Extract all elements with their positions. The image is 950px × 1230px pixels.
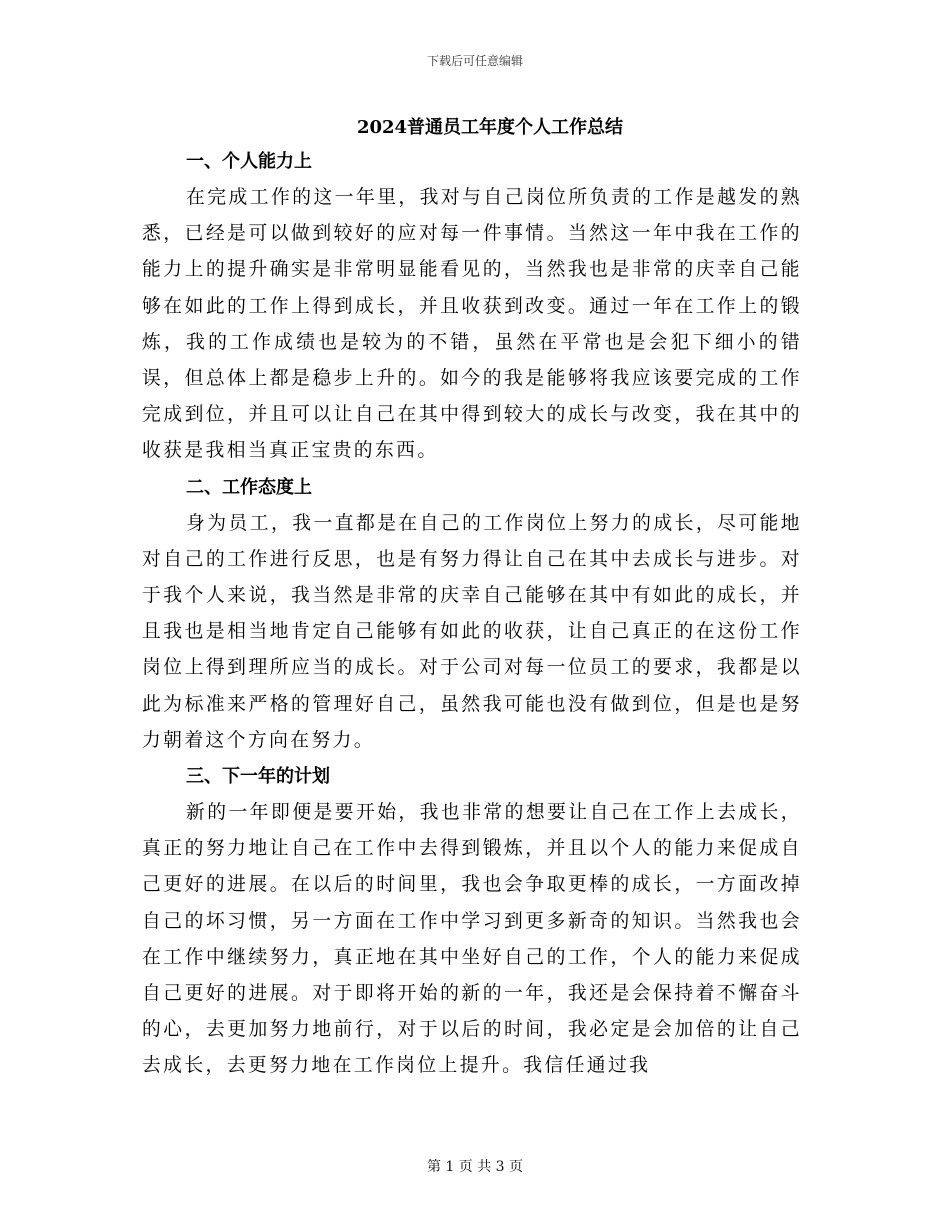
section-heading-2: 二、工作态度上 [186,476,312,498]
section-paragraph-2: 身为员工，我一直都是在自己的工作岗位上努力的成长，尽可能地对自己的工作进行反思，也是有努力得让自己在其中去成长与进步。对于我个人来说，我当然是非常的庆幸自己能够在其中有如此的成长，并且我也是相当地肯定自己能够有如此的收获，让自己真正的在这份工作岗位上得到理所应当的成长。对于公司对每一位员工的要求，我都是以此为标准来严格的管理好自己，虽然我可能也没有做到位，但是也是努力朝着这个方向在努力。 [142,512,802,751]
page-header-note: 下载后可任意编辑 [426,54,523,68]
document-title: 2024普通员工年度个人工作总结 [356,117,624,138]
page-number-footer: 第 1 页 共 3 页 [426,1159,524,1175]
section-paragraph-3: 新的一年即便是要开始，我也非常的想要让自己在工作上去成长，真正的努力地让自己在工作中去得到锻炼，并且以个人的能力来促成自己更好的进展。在以后的时间里，我也会争取更棒的成长，一方面改掉自己的坏习惯，另一方面在工作中学习到更多新奇的知识。当然我也会在工作中继续努力，真正地在其中坐好自己的工作，个人的能力来促成自己更好的进展。对于即将开始的新的一年，我还是会保持着不懈奋斗的心，去更加努力地前行，对于以后的时间，我必定是会加倍的让自己去成长，去更努力地在工作岗位上提升。我信任通过我 [142,802,802,1077]
section-paragraph-1: 在完成工作的这一年里，我对与自己岗位所负责的工作是越发的熟悉，已经是可以做到较好的应对每一件事情。当然这一年中我在工作的能力上的提升确实是非常明显能看见的，当然我也是非常的庆幸自己能够在如此的工作上得到成长，并且收获到改变。通过一年在工作上的锻炼，我的工作成绩也是较为的不错，虽然在平常也是会犯下细小的错误，但总体上都是稳步上升的。如今的我是能够将我应该要完成的工作完成到位，并且可以让自己在其中得到较大的成长与改变，我在其中的收获是我相当真正宝贵的东西。 [142,187,802,462]
section-heading-1: 一、个人能力上 [186,151,312,172]
document-body [142,114,802,1085]
section-heading-3: 三、下一年的计划 [186,766,330,788]
